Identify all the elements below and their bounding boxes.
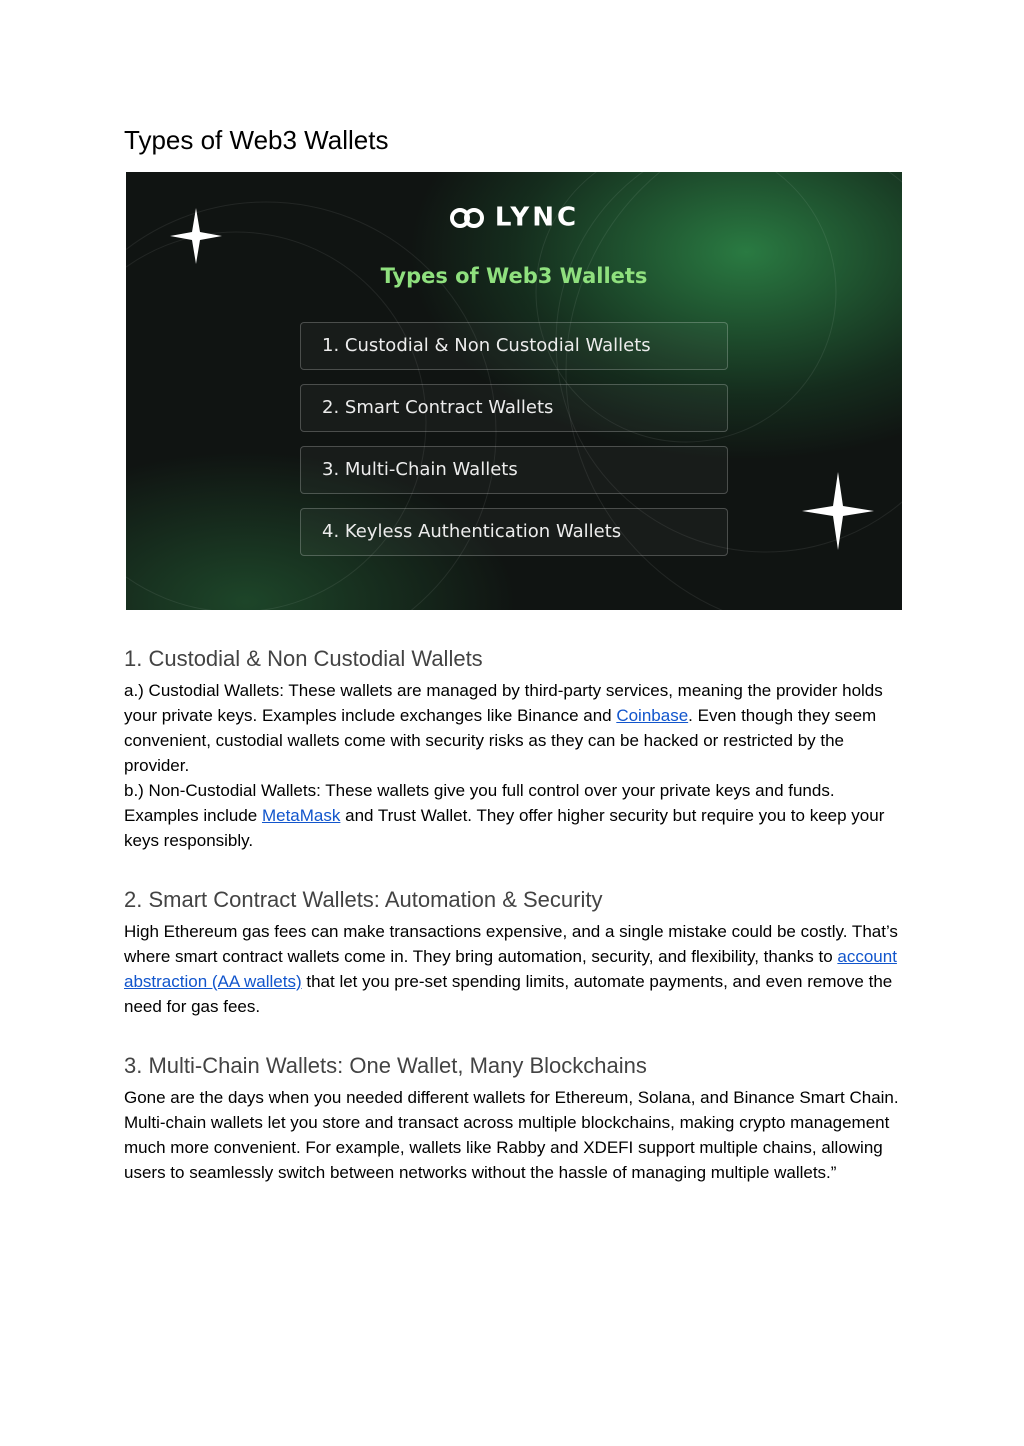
- types-banner-image: [126, 172, 902, 610]
- non-custodial-paragraph: [124, 778, 900, 853]
- paragraph-text: a.) Custodial Wallets: These wallets are managed by third-party services, meaning the provider holds your private keys. Examples include exchanges like Binance and: [124, 681, 883, 725]
- multi-chain-paragraph: Gone are the days when you needed different wallets for Ethereum, Solana, and Binance Smart Chain. Multi-chain wallets let you store and transact across multiple blockchains, making crypto management much more convenient. For example, wallets like Rabby and XDEFI support multiple chains, allowing users to seamlessly switch between networks without the hassle of managing multiple wallets.”: [124, 1088, 899, 1182]
- paragraph-text: that let you pre-set spending limits, automate payments, and even remove the need for gas fees.: [124, 972, 893, 1016]
- banner-wallet-list: [300, 322, 728, 570]
- section-smart-contract: [124, 885, 900, 1019]
- section-heading: 1. Custodial & Non Custodial Wallets: [124, 646, 483, 671]
- banner-title: Types of Web3 Wallets: [380, 264, 648, 288]
- metamask-link[interactable]: MetaMask: [261, 806, 341, 825]
- banner-list-item: 1. Custodial & Non Custodial Wallets: [300, 322, 728, 370]
- lync-logo: [126, 202, 902, 233]
- section-custodial: [124, 644, 900, 853]
- banner-list-item: 2. Smart Contract Wallets: [300, 384, 728, 432]
- sparkle-icon: [802, 472, 874, 550]
- brand-name: LYNC: [494, 202, 580, 233]
- paragraph-text: . Even though they seem convenient, custodial wallets come with security risks as they can be hacked or restricted by the provider.: [124, 706, 877, 775]
- section-heading: 2. Smart Contract Wallets: Automation & Security: [124, 887, 603, 912]
- banner-list-item: 3. Multi-Chain Wallets: [300, 446, 728, 494]
- coinbase-link[interactable]: Coinbase: [616, 706, 689, 725]
- account-abstraction-link[interactable]: account abstraction (AA wallets): [124, 947, 897, 991]
- section-multi-chain: [124, 1051, 900, 1185]
- document-title: Types of Web3 Wallets: [124, 125, 389, 155]
- section-heading: 3. Multi-Chain Wallets: One Wallet, Many Blockchains: [124, 1053, 647, 1078]
- paragraph-text: High Ethereum gas fees can make transactions expensive, and a single mistake could be costly. That’s where smart contract wallets come in. They bring automation, security, and flexibility, thanks to: [124, 922, 898, 966]
- paragraph-text: b.) Non-Custodial Wallets: These wallets give you full control over your private keys and funds. Examples include: [124, 781, 835, 825]
- banner-list-item: 4. Keyless Authentication Wallets: [300, 508, 728, 556]
- infinity-logo-icon: [449, 207, 485, 229]
- custodial-paragraph: [124, 678, 900, 778]
- smart-contract-paragraph: [124, 919, 900, 1019]
- paragraph-text: and Trust Wallet. They offer higher security but require you to keep your keys responsibly.: [124, 806, 885, 850]
